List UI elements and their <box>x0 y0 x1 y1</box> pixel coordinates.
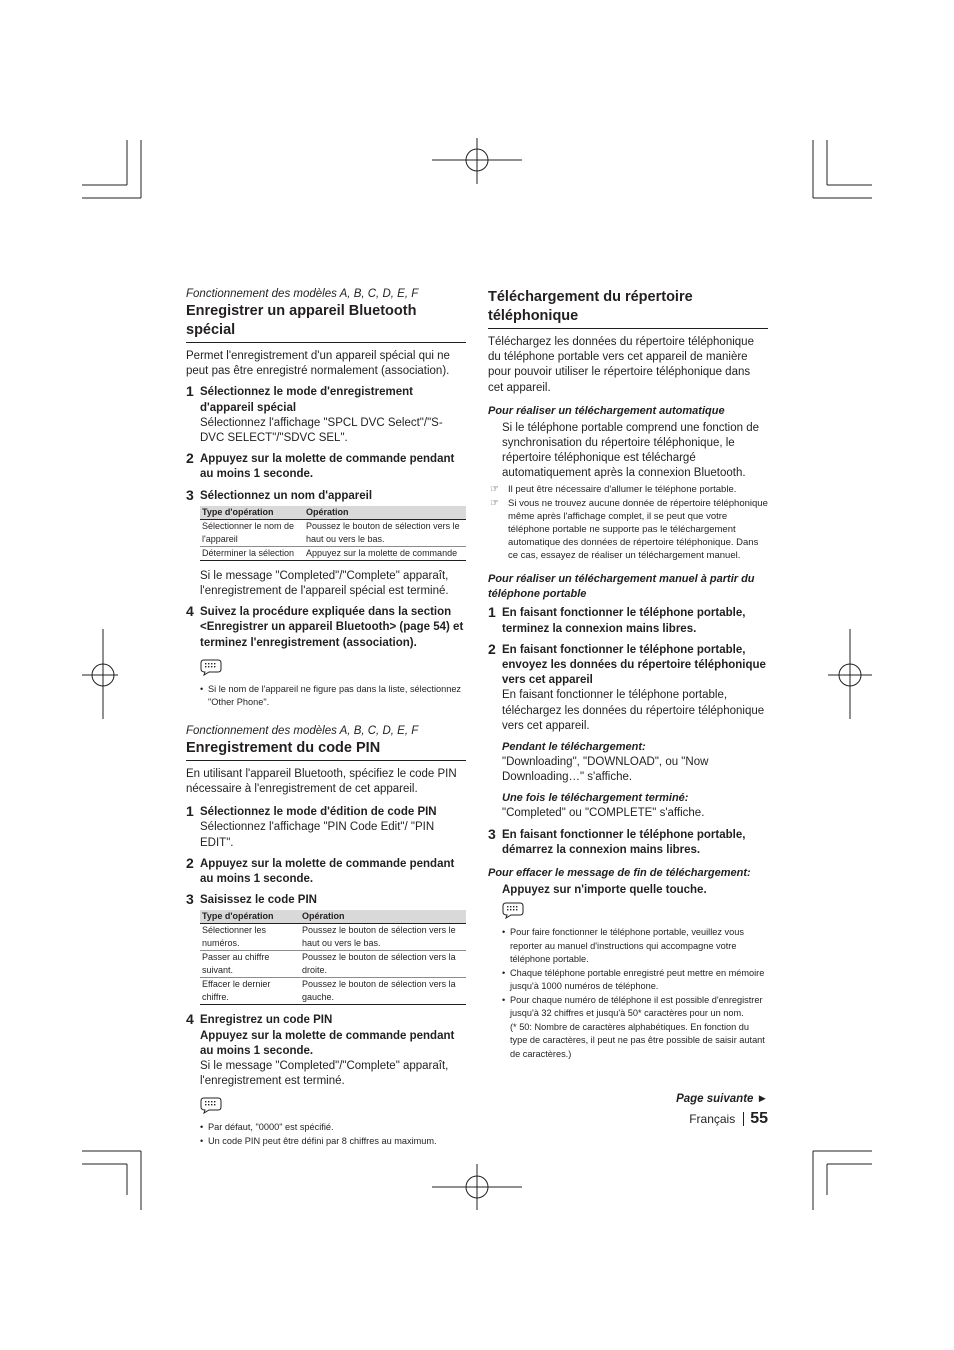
step-instruction: Enregistrez un code PIN <box>200 1014 333 1027</box>
step-instruction: En faisant fonctionner le téléphone portable, envoyez les données du répertoire téléphonique vers cet appareil <box>502 643 766 687</box>
table-header: Type d'opération <box>200 506 304 520</box>
step-1 <box>488 606 768 636</box>
section-title: Enregistrer un appareil Bluetooth spécial <box>186 302 466 343</box>
list-item: • Si le nom de l'appareil ne figure pas dans la liste, sélectionnez "Other Phone". <box>200 683 466 710</box>
table-cell: Poussez le bouton de sélection vers la droite. <box>300 951 466 978</box>
table-cell: Appuyez sur la molette de commande <box>304 546 466 560</box>
manual-download-heading: Pour réaliser un téléchargement manuel à partir du téléphone portable <box>488 573 755 601</box>
notes-list <box>502 926 768 1061</box>
notes-list <box>200 1121 466 1148</box>
step-1 <box>186 805 466 851</box>
step-instruction: Suivez la procédure expliquée dans la section <Enregistrer un appareil Bluetooth> (page 54) et terminez l'enregistrement (association). <box>200 606 464 649</box>
right-column <box>488 287 768 1069</box>
during-download-text: "Downloading", "DOWNLOAD", ou "Now Downloading…" s'affiche. <box>502 756 709 784</box>
step-number: 2 <box>186 854 194 871</box>
step-number: 1 <box>186 383 194 400</box>
download-done-text: "Completed" ou "COMPLETE" s'affiche. <box>502 807 705 820</box>
section-intro: Téléchargez les données du répertoire téléphonique du téléphone portable vers cet appareil de manière pour pouvoir utiliser le répertoire téléphonique dans cet appareil. <box>488 336 754 394</box>
pointing-hand-icon: ☞ <box>490 483 499 495</box>
step-instruction-2: Appuyez sur la molette de commande pendant au moins 1 seconde. <box>200 1029 455 1057</box>
page-number: 55 <box>750 1110 768 1127</box>
operation-table <box>200 506 466 561</box>
table-cell: Passer au chiffre suivant. <box>200 951 300 978</box>
note-speech-icon <box>200 659 222 676</box>
step-instruction: Appuyez sur la molette de commande pendant au moins 1 seconde. <box>200 453 455 481</box>
clear-message-heading: Pour effacer le message de fin de téléchargement: <box>488 867 751 880</box>
table-row <box>200 519 466 546</box>
auto-download-text: Si le téléphone portable comprend une fonction de synchronisation du répertoire téléphonique, le répertoire téléphonique est téléchargé automatiquement après la connexion Bluetooth. <box>502 421 760 480</box>
step-description: Sélectionnez l'affichage "PIN Code Edit"/ "PIN EDIT". <box>200 821 435 849</box>
step-instruction: En faisant fonctionner le téléphone portable, démarrez la connexion mains libres. <box>502 828 746 856</box>
list-item: • Pour faire fonctionner le téléphone portable, veuillez vous reporter au manuel d'instructions qui accompagne votre téléphone portable. <box>502 926 768 967</box>
step-number: 4 <box>186 603 194 620</box>
step-instruction: En faisant fonctionner le téléphone portable, terminez la connexion mains libres. <box>502 607 746 635</box>
step-instruction: Sélectionnez un nom d'appareil <box>200 489 373 502</box>
operation-table <box>200 910 466 1005</box>
table-row <box>200 951 466 978</box>
table-cell: Poussez le bouton de sélection vers le haut ou vers le bas. <box>304 519 466 546</box>
list-item: • Par défaut, "0000" est spécifié. <box>200 1121 466 1135</box>
pointer-note <box>488 498 768 562</box>
pointer-text: Si vous ne trouvez aucune donnée de répertoire téléphonique même après l'affichage complet, il se peut que votre téléphone portable ne supporte pas le téléchargement automatique des données de répertoire téléphonique. Dans ce cas, essayez de réaliser un téléchargement manuel. <box>508 498 768 561</box>
step-3 <box>488 825 768 858</box>
download-done-heading: Une fois le téléchargement terminé: <box>502 792 689 805</box>
list-item: • Chaque téléphone portable enregistré peut mettre en mémoire jusqu'à 1000 numéros de téléphone. <box>502 967 768 994</box>
step-instruction: Sélectionnez le mode d'enregistrement d'appareil spécial <box>200 386 413 414</box>
list-item: • Un code PIN peut être défini par 8 chiffres au maximum. <box>200 1135 466 1149</box>
list-item: • Pour chaque numéro de téléphone il est possible d'enregistrer jusqu'à 32 chiffres et jusqu'à 50* caractères pour un nom. (* 50: Nombre de caractères alphabétiques. En fonction du type de caractères, il peut ne pas être possible de saisir autant de caractères.) <box>502 994 768 1062</box>
notes-list <box>200 683 466 710</box>
step-4 <box>186 605 466 651</box>
step-number: 2 <box>186 450 194 467</box>
step-number: 2 <box>488 640 496 657</box>
step-2 <box>186 854 466 887</box>
step-description: Si le message "Completed"/"Complete" apparaît, l'enregistrement est terminé. <box>200 1060 449 1088</box>
clear-message-text: Appuyez sur n'importe quelle touche. <box>502 884 707 897</box>
step-instruction: Saisissez le code PIN <box>200 894 317 907</box>
note-speech-icon <box>502 902 524 919</box>
step-number: 1 <box>488 604 496 621</box>
table-row <box>200 978 466 1005</box>
step-4 <box>186 1013 466 1089</box>
step-3 <box>186 893 466 908</box>
section-intro: Permet l'enregistrement d'un appareil spécial qui ne peut pas être enregistré normalement (association). <box>186 350 450 378</box>
step-3 <box>186 486 466 504</box>
table-cell: Poussez le bouton de sélection vers le haut ou vers le bas. <box>300 924 466 951</box>
section-subtitle: Fonctionnement des modèles A, B, C, D, E, F <box>186 724 419 737</box>
next-page-link[interactable]: Page suivante ► <box>676 1093 768 1105</box>
page-footer <box>640 1110 768 1128</box>
section-title: Enregistrement du code PIN <box>186 739 466 761</box>
table-cell: Sélectionner les numéros. <box>200 924 300 951</box>
table-cell: Poussez le bouton de sélection vers la gauche. <box>300 978 466 1005</box>
step-instruction: Appuyez sur la molette de commande pendant au moins 1 seconde. <box>200 857 455 886</box>
language-label: Français <box>689 1112 744 1126</box>
section-intro: En utilisant l'appareil Bluetooth, spécifiez le code PIN nécessaire à l'enregistrement de cet appareil. <box>186 767 457 796</box>
step-number: 3 <box>186 891 194 908</box>
step-1 <box>186 385 466 446</box>
section-title: Téléchargement du répertoire téléphonique <box>488 288 768 329</box>
section-subtitle: Fonctionnement des modèles A, B, C, D, E, F <box>186 288 419 300</box>
table-row <box>200 924 466 951</box>
table-cell: Sélectionner le nom de l'appareil <box>200 519 304 546</box>
step-number: 3 <box>186 486 194 503</box>
step-number: 3 <box>488 825 496 842</box>
pointer-note <box>488 484 768 497</box>
table-header: Opération <box>304 506 466 520</box>
left-column <box>186 287 466 1156</box>
pointing-hand-icon: ☞ <box>490 498 499 510</box>
table-row <box>200 546 466 560</box>
step-description: Sélectionnez l'affichage "SPCL DVC Select"/"S-DVC SELECT"/"SDVC SEL". <box>200 416 443 445</box>
pointer-text: Il peut être nécessaire d'allumer le téléphone portable. <box>508 483 737 495</box>
step-instruction: Sélectionnez le mode d'édition de code PIN <box>200 806 437 819</box>
table-header: Type d'opération <box>200 910 300 924</box>
step-2 <box>488 640 768 734</box>
auto-download-heading: Pour réaliser un téléchargement automatique <box>488 404 725 417</box>
step-2 <box>186 452 466 482</box>
result-text: Si le message "Completed"/"Complete" apparaît, l'enregistrement de l'appareil spécial est terminé. <box>200 569 449 598</box>
step-number: 1 <box>186 803 194 820</box>
note-speech-icon <box>200 1097 222 1114</box>
during-download-heading: Pendant le téléchargement: <box>502 741 646 754</box>
step-description: En faisant fonctionner le téléphone portable, téléchargez les données du répertoire téléphonique vers cet appareil. <box>502 689 765 732</box>
step-number: 4 <box>186 1011 194 1028</box>
table-header: Opération <box>300 910 466 924</box>
table-cell: Déterminer la sélection <box>200 546 304 560</box>
table-cell: Effacer le dernier chiffre. <box>200 978 300 1005</box>
